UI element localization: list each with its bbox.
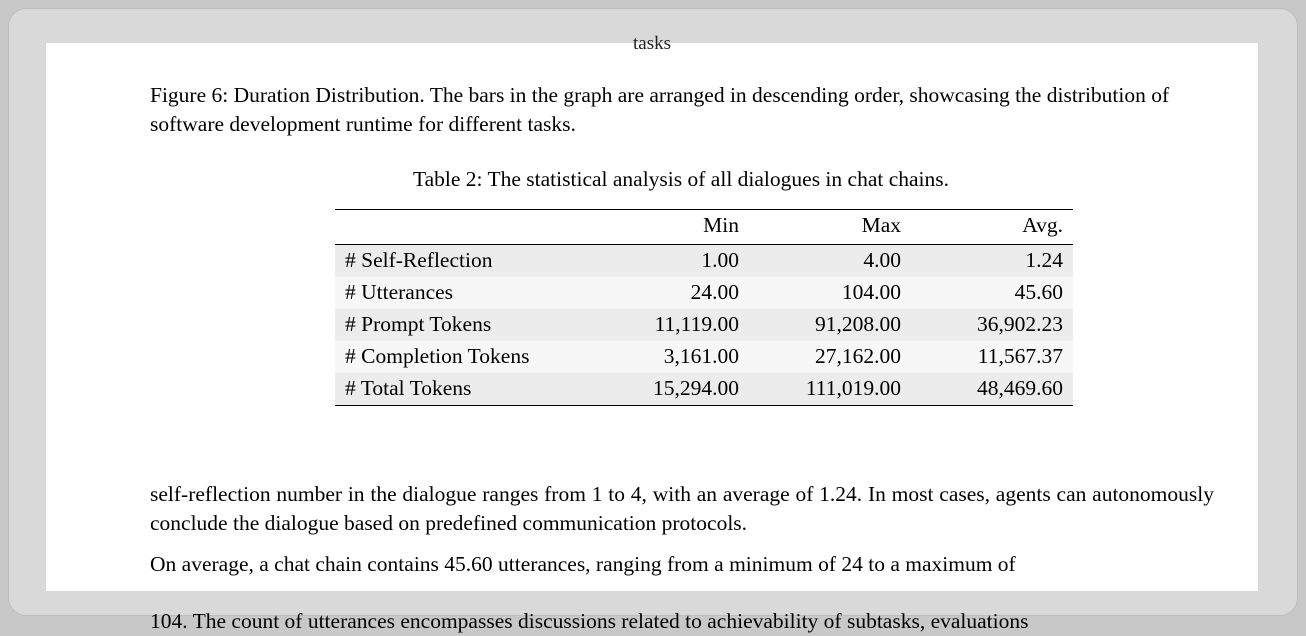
table-row <box>335 373 1073 406</box>
table-cell-min: 15,294.00 <box>653 376 739 400</box>
table-cell-max: 91,208.00 <box>815 312 901 336</box>
table-cell-label: # Utterances <box>345 280 454 304</box>
table-cell-min: 1.00 <box>701 248 739 272</box>
table-header-cell-min: Min <box>703 213 739 237</box>
table-row <box>335 277 1073 309</box>
table-cell-label: # Prompt Tokens <box>345 312 492 336</box>
table-header-cell-avg: Avg. <box>1022 213 1063 237</box>
table-row <box>335 245 1073 278</box>
table-row <box>335 309 1073 341</box>
table-cell-avg: 36,902.23 <box>977 312 1063 336</box>
body-paragraph-1: self-reflection number in the dialogue ranges from 1 to 4, with an average of 1.24. In most cases, agents can autonomously conclude the dialogue based on predefined communication protocols. <box>150 482 1214 535</box>
table-cell-label: # Self-Reflection <box>345 248 493 272</box>
document-viewer-frame <box>8 8 1298 633</box>
table-caption: Table 2: The statistical analysis of all dialogues in chat chains. <box>412 167 950 191</box>
table-cell-avg: 11,567.37 <box>977 344 1063 368</box>
table-cell-max: 104.00 <box>841 280 901 304</box>
table-cell-avg: 1.24 <box>1025 248 1063 272</box>
table-cell-avg: 48,469.60 <box>977 376 1063 400</box>
table-cell-max: 4.00 <box>863 248 901 272</box>
clipped-figure-text: tasks <box>633 33 671 54</box>
table-header-cell-blank <box>335 210 587 245</box>
figure-caption: Figure 6: Duration Distribution. The bars in the graph are arranged in descending order, showcasing the distribution of software development runtime for different tasks. <box>150 83 1170 136</box>
body-paragraph-3-clipped: 104. The count of utterances encompasses discussions related to achievability of subtasks, evaluations <box>150 609 1029 633</box>
document-page <box>46 33 1258 633</box>
table-body <box>335 245 1073 406</box>
table-header-cell-max: Max <box>861 213 901 237</box>
table-cell-label: # Completion Tokens <box>345 344 530 368</box>
table-row <box>335 341 1073 373</box>
table-cell-min: 11,119.00 <box>654 312 739 336</box>
statistics-table <box>335 209 1073 406</box>
table-cell-max: 111,019.00 <box>805 376 901 400</box>
table-cell-label: # Total Tokens <box>345 376 472 400</box>
table-cell-avg: 45.60 <box>1014 280 1063 304</box>
table-header <box>335 210 1073 245</box>
table-header-row <box>335 210 1073 245</box>
body-paragraph-2: On average, a chat chain contains 45.60 utterances, ranging from a minimum of 24 to a maximum of <box>150 552 1016 576</box>
table-cell-min: 3,161.00 <box>663 344 739 368</box>
table-cell-min: 24.00 <box>690 280 739 304</box>
table-cell-max: 27,162.00 <box>815 344 901 368</box>
